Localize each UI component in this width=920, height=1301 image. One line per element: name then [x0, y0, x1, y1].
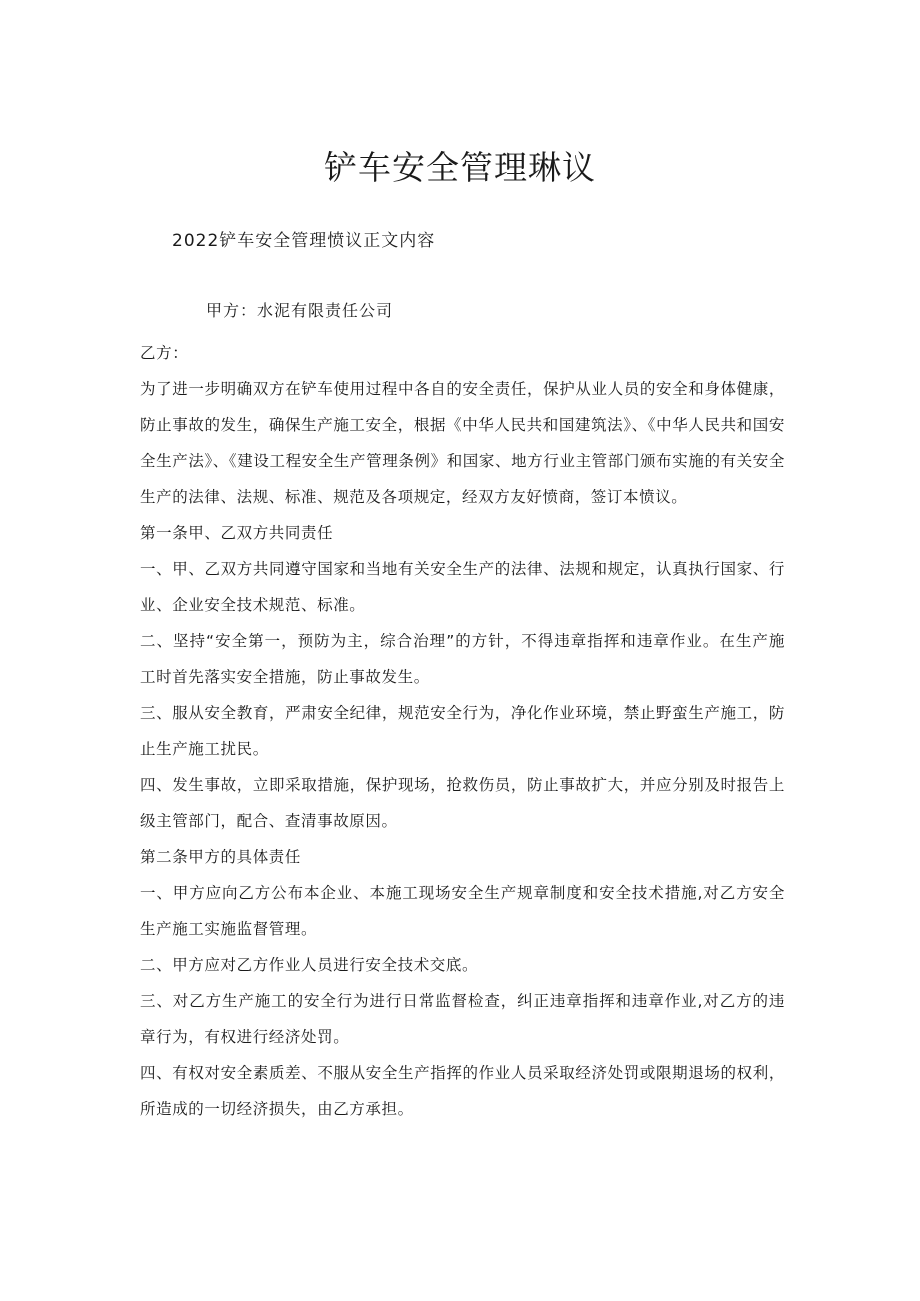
party-b-line: 乙方：	[140, 344, 189, 362]
article-heading: 第二条甲方的具体责任	[140, 848, 302, 866]
clause-paragraph: 一、甲、乙双方共同遵守国家和当地有关安全生产的法律、法规和规定，认真执行国家、行业、企业安全技术规范、标准。	[140, 560, 785, 614]
clause-paragraph: 三、对乙方生产施工的安全行为进行日常监督检查，纠正违章指挥和违章作业,对乙方的违章行为，有权进行经济处罚。	[140, 992, 785, 1046]
clause-paragraph: 四、发生事故，立即采取措施，保护现场，抢救伤员，防止事故扩大，并应分别及时报告上级主管部门，配合、查清事故原因。	[140, 776, 785, 830]
clause-paragraph: 四、有权对安全素质差、不服从安全生产指挥的作业人员采取经济处罚或限期退场的权利，所造成的一切经济损失，由乙方承担。	[140, 1064, 785, 1118]
clause-paragraph: 二、坚持“安全第一，预防为主，综合治理”的方针，不得违章指挥和违章作业。在生产施工时首先落实安全措施，防止事故发生。	[140, 632, 785, 686]
article-heading: 第一条甲、乙双方共同责任	[140, 524, 334, 542]
preamble-paragraph: 为了进一步明确双方在铲车使用过程中各自的安全责任，保护从业人员的安全和身体健康，防止事故的发生，确保生产施工安全，根据《中华人民共和国建筑法》、《中华人民共和国安全生产法》、《建设工程安全生产管理条例》和国家、地方行业主管部门颁布实施的有关安全生产的法律、法规、标准、规范及各项规定，经双方友好愤商，签订本愤议。	[140, 380, 785, 506]
clause-paragraph: 三、服从安全教育，严肃安全纪律，规范安全行为，净化作业环境，禁止野蛮生产施工，防止生产施工扰民。	[140, 704, 785, 758]
document-body	[140, 335, 785, 1127]
party-a-line: 甲方：水泥有限责任公司	[206, 301, 394, 320]
document-subtitle: 2022铲车安全管理愤议正文内容	[172, 231, 436, 251]
document-title: 铲车安全管理琳议	[324, 148, 596, 187]
clause-paragraph: 一、甲方应向乙方公布本企业、本施工现场安全生产规章制度和安全技术措施,对乙方安全生产施工实施监督管理。	[140, 884, 785, 938]
clause-paragraph: 二、甲方应对乙方作业人员进行安全技术交底。	[140, 956, 479, 974]
